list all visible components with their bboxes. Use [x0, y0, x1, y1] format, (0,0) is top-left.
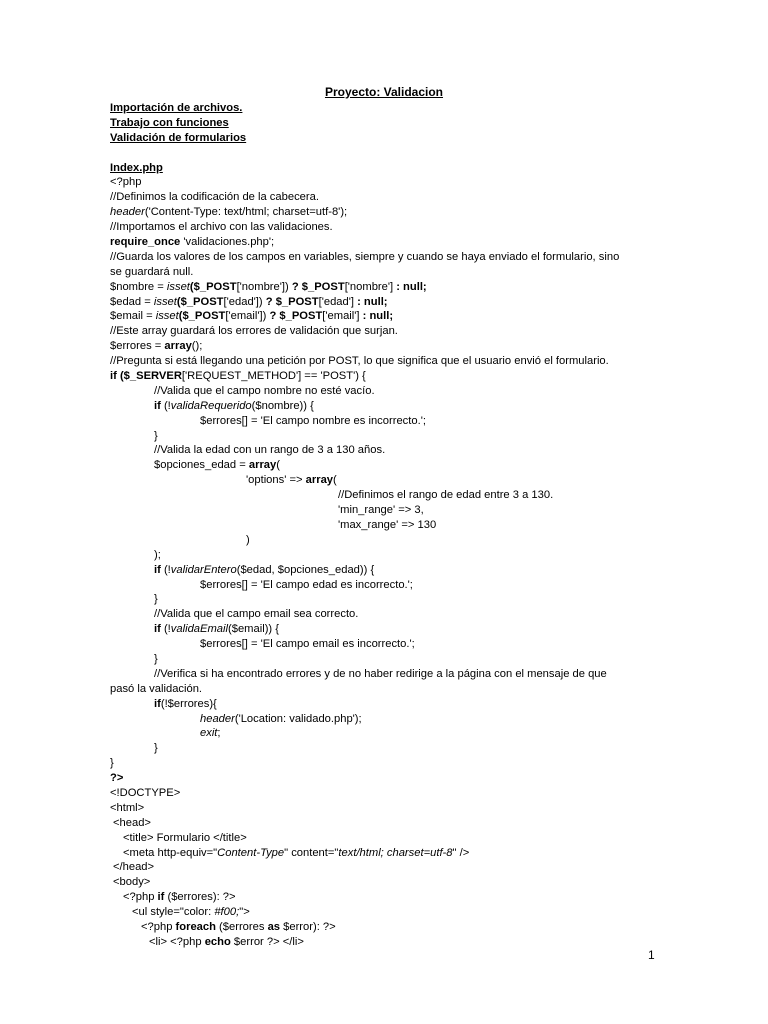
- code-keyword: ? $_POST: [269, 310, 323, 323]
- page-number: 1: [648, 948, 655, 962]
- code-keyword: : null;: [357, 295, 388, 308]
- code-comment: //Definimos el rango de edad entre 3 a 130.: [338, 489, 554, 502]
- code-line: 'max_range' => 130: [338, 518, 437, 531]
- code-keyword: ($_POST: [176, 295, 224, 308]
- code-text: (!: [160, 563, 171, 576]
- code-line: }: [110, 757, 114, 770]
- code-function: exit: [200, 727, 218, 740]
- code-line: [110, 295, 650, 310]
- blank-line: [110, 146, 650, 161]
- code-comment: //Valida que el campo email sea correcto.: [154, 608, 359, 621]
- code-text: <li> <?php: [149, 935, 205, 948]
- code-text: (: [276, 459, 280, 472]
- code-text: ['edad']): [223, 295, 266, 308]
- code-text: ($errores: [215, 920, 268, 933]
- code-keyword: if: [154, 399, 161, 412]
- code-text: ($edad, $opciones_edad)) {: [236, 563, 375, 576]
- code-keyword: : null;: [362, 310, 394, 323]
- code-comment: //Este array guardará los errores de validación que surjan.: [110, 325, 398, 338]
- code-keyword: array: [164, 340, 192, 353]
- code-line: }: [154, 742, 158, 755]
- code-text: $nombre =: [110, 280, 167, 293]
- code-keyword: ? $_POST: [291, 280, 345, 293]
- code-comment: //Valida que el campo nombre no esté vacío.: [154, 384, 375, 397]
- code-text: " content=": [284, 846, 339, 859]
- code-text: ['nombre']: [344, 280, 397, 293]
- code-line: }: [154, 593, 158, 606]
- code-text: ('Content-Type: text/html; charset=utf-8');: [144, 206, 348, 219]
- code-text: (!: [160, 623, 171, 636]
- code-line: [110, 890, 650, 905]
- code-line: ): [246, 533, 250, 546]
- code-text: $error): ?>: [280, 920, 336, 933]
- code-line: [110, 920, 650, 935]
- code-line: [110, 905, 650, 920]
- file-heading: Index.php: [110, 161, 163, 174]
- code-text: 'validaciones.php';: [180, 236, 275, 249]
- code-line: $errores[] = 'El campo email es incorrecto.';: [200, 638, 415, 651]
- code-line: }: [154, 652, 158, 665]
- code-function: header: [110, 206, 145, 219]
- code-comment: //Verifica si ha encontrado errores y de no haber redirige a la página con el mensaje de que: [154, 667, 607, 680]
- code-line: <head>: [113, 816, 151, 829]
- code-italic: Content-Type: [217, 846, 285, 859]
- code-text: $edad =: [110, 295, 154, 308]
- code-keyword: ($_POST: [189, 280, 237, 293]
- code-function: validarEntero: [170, 563, 237, 576]
- code-text: $email =: [110, 310, 156, 323]
- code-keyword: as: [267, 920, 281, 933]
- code-line: [110, 235, 650, 250]
- code-line: }: [154, 429, 158, 442]
- code-line: $errores[] = 'El campo nombre es incorrecto.';: [200, 414, 426, 427]
- code-keyword: if: [157, 891, 165, 904]
- code-line: [110, 458, 650, 473]
- code-text: ">: [239, 906, 250, 919]
- code-italic: text/html; charset=utf-8: [338, 846, 453, 859]
- code-text: ['email']): [225, 310, 270, 323]
- code-line: [110, 726, 650, 741]
- code-keyword: array: [305, 474, 334, 487]
- code-text: ['edad']: [318, 295, 358, 308]
- code-line: [110, 563, 650, 578]
- code-text: ($errores): ?>: [164, 891, 236, 904]
- code-text: ($email)) {: [228, 623, 279, 636]
- code-comment: //Definimos la codificación de la cabecera.: [110, 191, 319, 204]
- code-line: ?>: [110, 772, 124, 785]
- code-line: [110, 846, 650, 861]
- code-line: 'min_range' => 3,: [338, 504, 424, 517]
- code-text: <?php: [123, 891, 158, 904]
- code-line: );: [154, 548, 161, 561]
- code-line: <!DOCTYPE>: [110, 786, 181, 799]
- topic-import: Importación de archivos.: [110, 102, 243, 114]
- topic-functions: Trabajo con funciones: [110, 116, 229, 129]
- document-body: [110, 101, 650, 950]
- code-function: header: [200, 712, 235, 725]
- code-text: ;: [217, 727, 221, 740]
- code-keyword: if: [154, 697, 161, 710]
- code-line: [110, 339, 650, 354]
- document-title: Proyecto: Validacion: [324, 85, 444, 99]
- code-text: ['REQUEST_METHOD'] == 'POST') {: [181, 370, 366, 383]
- code-keyword: require_once: [110, 236, 181, 249]
- code-keyword: if ($_SERVER: [110, 370, 182, 383]
- code-text: <ul style="color:: [132, 906, 215, 919]
- code-line: [110, 712, 650, 727]
- code-text: <?php: [141, 920, 176, 933]
- code-keyword: array: [248, 459, 277, 472]
- code-line: [110, 622, 650, 637]
- code-line: [110, 935, 650, 950]
- code-line: <html>: [110, 801, 145, 814]
- topic-forms: Validación de formularios: [110, 131, 247, 144]
- code-line: <body>: [113, 876, 151, 889]
- code-line: [110, 280, 650, 295]
- code-italic: #f00;: [214, 906, 240, 919]
- code-text: " />: [452, 846, 470, 859]
- code-line: [110, 205, 650, 220]
- code-comment: //Valida la edad con un rango de 3 a 130 años.: [154, 444, 386, 457]
- code-text: <meta http-equiv=": [123, 846, 218, 859]
- code-function: isset: [153, 295, 177, 308]
- code-keyword: if: [154, 623, 161, 636]
- code-keyword: ($_POST: [178, 310, 226, 323]
- code-line: $errores[] = 'El campo edad es incorrecto.';: [200, 578, 413, 591]
- code-comment: se guardará null.: [110, 265, 194, 278]
- code-function: validaRequerido: [170, 399, 252, 412]
- code-text: 'options' =>: [246, 474, 306, 487]
- code-text: (!$errores){: [160, 697, 217, 710]
- code-text: ($nombre)) {: [251, 399, 314, 412]
- code-text: (: [333, 474, 337, 487]
- code-comment: //Importamos el archivo con las validaciones.: [110, 221, 333, 234]
- code-line: [110, 697, 650, 712]
- code-function: isset: [155, 310, 179, 323]
- code-text: $errores =: [110, 340, 165, 353]
- code-keyword: ? $_POST: [265, 295, 319, 308]
- code-keyword: foreach: [175, 920, 216, 933]
- code-text: $error ?> </li>: [230, 935, 304, 948]
- code-line: [110, 399, 650, 414]
- code-text: ('Location: validado.php');: [234, 712, 362, 725]
- code-text: $opciones_edad =: [154, 459, 249, 472]
- code-line: [110, 369, 650, 384]
- code-line: <?php: [110, 176, 142, 189]
- code-line: <title> Formulario </title>: [123, 831, 247, 844]
- code-comment: //Pregunta si está llegando una petición por POST, lo que significa que el usuario envió el formulario.: [110, 355, 609, 368]
- code-comment: //Guarda los valores de los campos en variables, siempre y cuando se haya enviado el formulario, sino: [110, 250, 620, 263]
- code-line: [110, 309, 650, 324]
- code-text: ['nombre']): [236, 280, 292, 293]
- code-function: validaEmail: [170, 623, 229, 636]
- code-keyword: echo: [204, 935, 231, 948]
- code-text: (!: [160, 399, 171, 412]
- code-line: [110, 473, 650, 488]
- code-function: isset: [166, 280, 190, 293]
- code-line: </head>: [113, 861, 155, 874]
- code-text: ();: [191, 340, 203, 353]
- code-text: ['email']: [322, 310, 363, 323]
- code-keyword: : null;: [396, 280, 427, 293]
- code-keyword: if: [154, 563, 161, 576]
- code-comment: pasó la validación.: [110, 682, 203, 695]
